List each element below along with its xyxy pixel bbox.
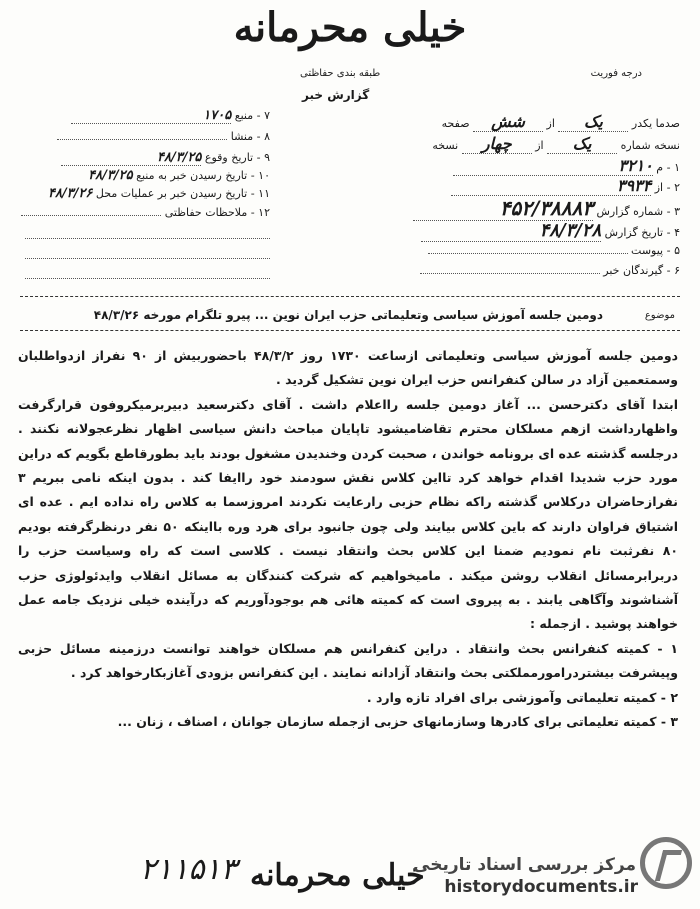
divider	[20, 330, 680, 331]
body-paragraph: ۲ - کمیته تعلیماتی وآموزشی برای افراد تازه وارد .	[366, 689, 678, 705]
blank-line	[25, 258, 270, 259]
field-occurrence-date: ۹ - تاریخ وقوع ۴۸/۳/۲۵	[25, 150, 270, 166]
blank-line	[25, 238, 270, 239]
field-from: ۲ - از ۳۹۳۴	[451, 176, 680, 196]
confidential-stamp: خیلی محرمانه	[250, 858, 425, 893]
report-body	[18, 344, 678, 735]
divider	[20, 296, 680, 297]
watermark-text: مرکز بررسی اسناد تاریخی	[413, 855, 636, 875]
field-attachment: ۵ - پیوست	[428, 244, 680, 257]
field-recipients: ۶ - گیرندگان خبر	[420, 264, 680, 277]
body-paragraph: ۱ - کمیته کنفرانس بحث وانتقاد . دراین کنفرانس هم مسلکان خواهند توانست درزمینه مسائل حزبی وپیشرفت بیشتردرامورمملکتی بحث وانتقاد آزادانه نمایند . این کنفرانس بزودی آغازبکارخواهد کرد .	[18, 640, 678, 681]
field-origin: ۸ - منشا	[25, 130, 270, 143]
watermark-url: historydocuments.ir	[444, 877, 638, 897]
classification-label: طبقه بندی حفاظتی	[300, 68, 381, 79]
subject-label: موضوع	[644, 310, 675, 321]
body-paragraph: ۳ - کمیته تعلیماتی برای کادرها وسازمانهای حزبی ازجمله سازمان جوانان ، اصناف ، زنان ...	[117, 714, 678, 730]
field-security-notes: ۱۲ - ملاحظات حفاظتی	[25, 206, 270, 219]
field-source-date: ۱۰ - تاریخ رسیدن خبر به منبع ۴۸/۳/۲۵	[88, 168, 270, 183]
report-label: گزارش خبر	[302, 88, 370, 102]
field-source: ۷ - منبع ۱۷۰۵	[25, 108, 270, 124]
archive-logo-icon	[640, 837, 692, 889]
handwritten-number: ۲۱۱۵۱۳	[140, 852, 237, 887]
page-count-row: صدما یکدر یک از شش صفحه	[441, 112, 680, 131]
field-operations-date: ۱۱ - تاریخ رسیدن خبر بر عملیات محل ۴۸/۳/۲۶	[47, 186, 270, 201]
field-to: ۱ - م ۳۲۱۰	[453, 156, 680, 176]
copy-number-row: نسخه شماره یک از چهار نسخه	[432, 134, 680, 153]
body-paragraph: دومین جلسه آموزش سیاسی وتعلیماتی ازساعت ۱۷۳۰ روز ۴۸/۳/۲ باحضوربیش از ۹۰ نفراز ازدواطلبان وسمتعمین آزاد در سالن کنفرانس حزب ایران نوین تشکیل گردید .	[18, 348, 679, 388]
body-paragraph: ابتدا آقای دکترحسن ... آغاز دومین جلسه رااعلام داشت . آقای دکترسعید دبیربرمیکروفون قرارگرفت واظهارداشت ازهم مسلکان محترم تقاضامیشود تاپایان مباحث دانش سیاسی اظهار نظرعجولانه نکنند . درجلسه گذشته عده ای برونامه خواندن ، صحبت کردن وخندیدن مشغول بودند باید بطورقاطع بگویم که دراین مورد حزب شدیدا اقدام خواهد کرد تااین کلاس نقش سودمند خود راایفا کند . بدون اینکه نامی ببریم ۳ نفرازحاضران درکلاس گذشته راکه نظام حزبی رارعایت نکردند امروزسما به کلاس راه نداده ایم . عده ای اشتیاق فراوان دارند که باین کلاس بیایند ولی چون جانبود برای هرد وره بااینکه ۵۰ نفر درنظرگرفته بودیم ۸۰ نفرثبت نام نمودیم ضمنا این کلاس بحث وانتقاد نیست . کلاسی است که راه وسیاست حزب را دربرابرمسائل انقلاب روشن میکند . مامیخواهیم که شرکت کنندگان به مسائل انقلاب وایدئولوژی حزب آشناشوند وآگاهی یابند . به پیروی است که کمیته هائی هم بوجودآوریم که درآینده خیلی نزدیک جامه عمل خواهند پوشید . ازجمله :	[18, 396, 678, 632]
subject-text: دومین جلسه آموزش سیاسی وتعلیماتی حزب ایران نوین ... پیرو تلگرام مورخه ۴۸/۳/۲۶	[93, 308, 603, 322]
blank-line	[25, 278, 270, 279]
document-title: خیلی محرمانه	[233, 4, 467, 51]
priority-label: درجه فوریت	[590, 68, 642, 79]
field-report-date: ۴ - تاریخ گزارش ۴۸/۳/۲۸	[421, 220, 680, 242]
field-report-number: ۳ - شماره گزارش ۴۵۲/۳۸۸۸۳	[413, 196, 680, 221]
